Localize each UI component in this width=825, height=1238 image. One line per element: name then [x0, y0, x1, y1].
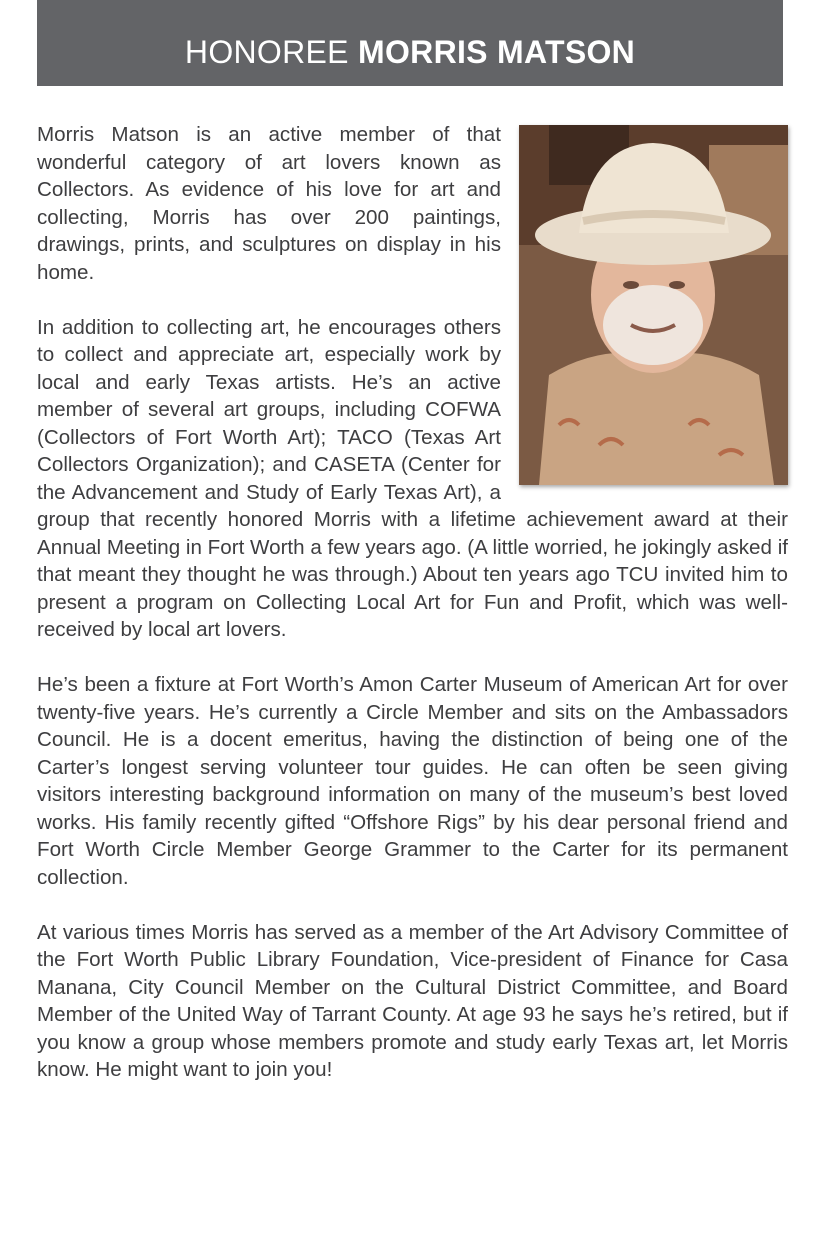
- paragraph-1: Morris Matson is an active member of that wonderful category of art lovers known as Collectors. As evidence of his love for art and collecting, Morris has over 200 paintings, drawings, prints, and sculptures on display in his home.: [37, 123, 501, 284]
- paragraph-2: In addition to collecting art, he encourages others to collect and appreciate art, especially work by local and early Texas artists. He’s an active member of several art groups, including COFWA (Collectors of Fort Worth Art); TACO (Texas Art Collectors Organization); and CASETA (Center for the Advancement and Study of Early Texas Art), a group that recently honored Morris with a lifetime achievement award at their Annual Meeting in Fort Worth a few years ago. (A little worried, he jokingly asked if that meant they thought he was through.) About ten years ago TCU invited him to present a program on Collecting Local Art for Fun and Profit, which was well-received by local art lovers.: [37, 315, 788, 641]
- article-body: [37, 121, 788, 1111]
- honoree-name: MORRIS MATSON: [358, 34, 636, 70]
- honoree-photo: [519, 125, 788, 485]
- paragraph-3: He’s been a fixture at Fort Worth’s Amon Carter Museum of American Art for over twenty-five years. He’s currently a Circle Member and sits on the Ambassadors Council. He is a docent emeritus, having the distinction of being one of the Carter’s longest serving volunteer tour guides. He can often be seen giving visitors interesting background information on many of the museum’s best loved works. His family recently gifted “Offshore Rigs” by his dear personal friend and Fort Worth Circle Member George Grammer to the Carter for its permanent collection.: [37, 673, 788, 889]
- title-prefix: HONOREE: [184, 34, 349, 70]
- portrait-illustration: [519, 125, 788, 485]
- title-banner: [37, 0, 783, 86]
- paragraph-4: At various times Morris has served as a member of the Art Advisory Committee of the Fort Worth Public Library Foundation, Vice-president of Finance for Casa Manana, City Council Member on the Cultural District Committee, and Board Member of the United Way of Tarrant County. At age 93 he says he’s retired, but if you know a group whose members promote and study early Texas art, let Morris know. He might want to join you!: [37, 920, 788, 1081]
